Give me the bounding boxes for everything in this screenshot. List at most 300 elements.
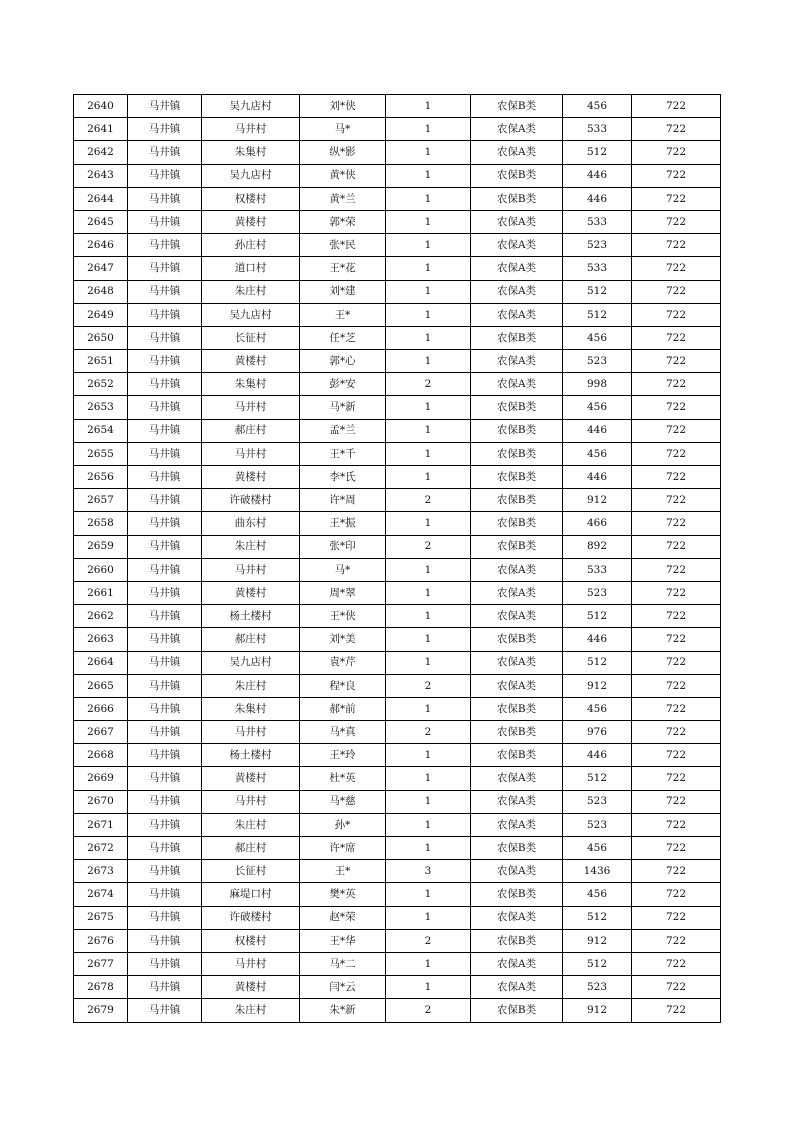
cell-amount: 523 [563,234,632,257]
cell-standard: 722 [632,164,721,187]
cell-category: 农保A类 [471,674,563,697]
table-row [74,419,721,442]
cell-village: 黄楼村 [202,976,300,999]
cell-record-number: 2653 [74,396,128,419]
cell-village: 朱集村 [202,141,300,164]
cell-name: 刘*建 [300,280,386,303]
cell-household-count: 3 [386,860,471,883]
cell-household-count: 1 [386,95,471,118]
cell-household-count: 1 [386,280,471,303]
cell-name: 孟*兰 [300,419,386,442]
cell-record-number: 2671 [74,813,128,836]
table-row [74,605,721,628]
cell-town: 马井镇 [128,118,202,141]
cell-name: 杜*英 [300,767,386,790]
cell-village: 朱集村 [202,373,300,396]
cell-category: 农保A类 [471,118,563,141]
cell-standard: 722 [632,95,721,118]
cell-amount: 456 [563,396,632,419]
records-table [73,94,721,1023]
cell-village: 郝庄村 [202,628,300,651]
cell-name: 马* [300,118,386,141]
cell-standard: 722 [632,697,721,720]
cell-standard: 722 [632,303,721,326]
cell-household-count: 2 [386,535,471,558]
cell-household-count: 2 [386,929,471,952]
cell-standard: 722 [632,442,721,465]
table-row [74,860,721,883]
cell-record-number: 2652 [74,373,128,396]
cell-record-number: 2644 [74,187,128,210]
cell-standard: 722 [632,605,721,628]
table-row [74,118,721,141]
cell-household-count: 1 [386,697,471,720]
cell-category: 农保B类 [471,489,563,512]
table-row [74,906,721,929]
cell-town: 马井镇 [128,651,202,674]
cell-standard: 722 [632,257,721,280]
cell-name: 朱*新 [300,999,386,1022]
cell-town: 马井镇 [128,744,202,767]
cell-amount: 523 [563,581,632,604]
table-row [74,929,721,952]
cell-household-count: 1 [386,790,471,813]
cell-category: 农保B类 [471,442,563,465]
cell-category: 农保A类 [471,813,563,836]
cell-category: 农保A类 [471,350,563,373]
cell-amount: 456 [563,442,632,465]
cell-amount: 446 [563,628,632,651]
cell-household-count: 1 [386,118,471,141]
cell-record-number: 2673 [74,860,128,883]
cell-village: 长征村 [202,326,300,349]
cell-village: 权楼村 [202,187,300,210]
cell-category: 农保A类 [471,141,563,164]
cell-record-number: 2640 [74,95,128,118]
cell-town: 马井镇 [128,350,202,373]
table-row [74,697,721,720]
cell-record-number: 2657 [74,489,128,512]
cell-village: 郝庄村 [202,419,300,442]
cell-amount: 446 [563,466,632,489]
cell-name: 王*花 [300,257,386,280]
cell-town: 马井镇 [128,210,202,233]
table-row [74,373,721,396]
cell-category: 农保A类 [471,651,563,674]
cell-town: 马井镇 [128,257,202,280]
cell-town: 马井镇 [128,860,202,883]
cell-household-count: 1 [386,581,471,604]
cell-name: 赵*荣 [300,906,386,929]
cell-amount: 892 [563,535,632,558]
cell-village: 吴九店村 [202,651,300,674]
cell-household-count: 1 [386,628,471,651]
cell-standard: 722 [632,581,721,604]
cell-standard: 722 [632,674,721,697]
cell-record-number: 2677 [74,952,128,975]
cell-name: 王*玲 [300,744,386,767]
cell-town: 马井镇 [128,141,202,164]
cell-standard: 722 [632,906,721,929]
cell-record-number: 2648 [74,280,128,303]
cell-name: 马*新 [300,396,386,419]
table-row [74,326,721,349]
table-row [74,883,721,906]
cell-record-number: 2655 [74,442,128,465]
cell-household-count: 1 [386,837,471,860]
cell-standard: 722 [632,280,721,303]
cell-category: 农保A类 [471,210,563,233]
cell-town: 马井镇 [128,419,202,442]
cell-village: 朱庄村 [202,280,300,303]
cell-town: 马井镇 [128,373,202,396]
cell-village: 吴九店村 [202,95,300,118]
cell-category: 农保B类 [471,466,563,489]
cell-town: 马井镇 [128,326,202,349]
cell-standard: 722 [632,651,721,674]
cell-category: 农保B类 [471,929,563,952]
cell-standard: 722 [632,396,721,419]
cell-record-number: 2663 [74,628,128,651]
table-row [74,466,721,489]
cell-village: 黄楼村 [202,466,300,489]
cell-amount: 523 [563,350,632,373]
cell-name: 马*二 [300,952,386,975]
cell-name: 闫*云 [300,976,386,999]
cell-category: 农保B类 [471,999,563,1022]
cell-name: 许*周 [300,489,386,512]
cell-category: 农保A类 [471,257,563,280]
cell-record-number: 2656 [74,466,128,489]
cell-town: 马井镇 [128,442,202,465]
cell-standard: 722 [632,350,721,373]
cell-village: 朱庄村 [202,999,300,1022]
cell-amount: 446 [563,187,632,210]
cell-category: 农保B类 [471,419,563,442]
table-row [74,628,721,651]
cell-name: 刘*美 [300,628,386,651]
cell-record-number: 2662 [74,605,128,628]
cell-record-number: 2664 [74,651,128,674]
cell-name: 黄*侠 [300,164,386,187]
cell-record-number: 2669 [74,767,128,790]
cell-category: 农保B类 [471,95,563,118]
cell-standard: 722 [632,210,721,233]
cell-village: 马井村 [202,558,300,581]
cell-town: 马井镇 [128,558,202,581]
cell-name: 刘*侠 [300,95,386,118]
cell-village: 马井村 [202,442,300,465]
cell-record-number: 2667 [74,721,128,744]
cell-category: 农保A类 [471,373,563,396]
table-row [74,512,721,535]
cell-record-number: 2659 [74,535,128,558]
cell-town: 马井镇 [128,883,202,906]
cell-amount: 533 [563,257,632,280]
cell-record-number: 2660 [74,558,128,581]
cell-household-count: 1 [386,883,471,906]
cell-household-count: 1 [386,558,471,581]
cell-name: 王*华 [300,929,386,952]
cell-category: 农保B类 [471,535,563,558]
cell-household-count: 1 [386,442,471,465]
cell-standard: 722 [632,767,721,790]
cell-record-number: 2666 [74,697,128,720]
cell-standard: 722 [632,929,721,952]
cell-record-number: 2668 [74,744,128,767]
cell-standard: 722 [632,744,721,767]
cell-category: 农保B类 [471,837,563,860]
cell-amount: 456 [563,697,632,720]
cell-village: 吴九店村 [202,303,300,326]
cell-record-number: 2650 [74,326,128,349]
cell-amount: 998 [563,373,632,396]
cell-amount: 1436 [563,860,632,883]
cell-category: 农保B类 [471,697,563,720]
table-row [74,581,721,604]
cell-household-count: 1 [386,605,471,628]
table-row [74,813,721,836]
cell-name: 程*良 [300,674,386,697]
cell-household-count: 1 [386,767,471,790]
cell-household-count: 2 [386,489,471,512]
cell-standard: 722 [632,535,721,558]
cell-category: 农保B类 [471,164,563,187]
cell-town: 马井镇 [128,605,202,628]
cell-household-count: 1 [386,512,471,535]
cell-household-count: 1 [386,952,471,975]
table-row [74,535,721,558]
cell-household-count: 2 [386,373,471,396]
cell-category: 农保A类 [471,234,563,257]
cell-standard: 722 [632,419,721,442]
cell-name: 彭*安 [300,373,386,396]
cell-name: 任*芝 [300,326,386,349]
cell-record-number: 2651 [74,350,128,373]
cell-record-number: 2649 [74,303,128,326]
cell-name: 许*席 [300,837,386,860]
cell-amount: 456 [563,837,632,860]
table-row [74,744,721,767]
cell-village: 黄楼村 [202,350,300,373]
cell-town: 马井镇 [128,581,202,604]
cell-category: 农保A类 [471,952,563,975]
cell-standard: 722 [632,999,721,1022]
cell-village: 杨土楼村 [202,744,300,767]
cell-record-number: 2675 [74,906,128,929]
table-row [74,721,721,744]
cell-household-count: 1 [386,164,471,187]
cell-village: 曲东村 [202,512,300,535]
cell-name: 袁*芹 [300,651,386,674]
cell-household-count: 1 [386,187,471,210]
cell-town: 马井镇 [128,164,202,187]
cell-household-count: 1 [386,976,471,999]
cell-amount: 912 [563,489,632,512]
table-row [74,790,721,813]
cell-category: 农保A类 [471,906,563,929]
cell-category: 农保B类 [471,628,563,651]
cell-name: 马*真 [300,721,386,744]
table-row [74,141,721,164]
cell-name: 郝*前 [300,697,386,720]
cell-town: 马井镇 [128,976,202,999]
cell-village: 道口村 [202,257,300,280]
cell-name: 张*印 [300,535,386,558]
cell-village: 权楼村 [202,929,300,952]
cell-village: 马井村 [202,396,300,419]
cell-standard: 722 [632,234,721,257]
cell-name: 王*侠 [300,605,386,628]
cell-category: 农保B类 [471,883,563,906]
cell-town: 马井镇 [128,721,202,744]
table-row [74,280,721,303]
cell-name: 郭*心 [300,350,386,373]
cell-town: 马井镇 [128,929,202,952]
cell-name: 张*民 [300,234,386,257]
cell-amount: 512 [563,906,632,929]
cell-household-count: 2 [386,721,471,744]
cell-town: 马井镇 [128,234,202,257]
cell-town: 马井镇 [128,767,202,790]
cell-record-number: 2674 [74,883,128,906]
cell-name: 王* [300,303,386,326]
cell-record-number: 2661 [74,581,128,604]
cell-record-number: 2642 [74,141,128,164]
cell-standard: 722 [632,141,721,164]
table-row [74,442,721,465]
cell-village: 马井村 [202,790,300,813]
cell-village: 朱集村 [202,697,300,720]
cell-category: 农保B类 [471,512,563,535]
cell-household-count: 1 [386,257,471,280]
cell-record-number: 2678 [74,976,128,999]
cell-amount: 912 [563,999,632,1022]
cell-amount: 512 [563,651,632,674]
cell-village: 马井村 [202,721,300,744]
cell-town: 马井镇 [128,790,202,813]
cell-amount: 523 [563,790,632,813]
cell-village: 长征村 [202,860,300,883]
cell-category: 农保A类 [471,790,563,813]
cell-record-number: 2670 [74,790,128,813]
cell-household-count: 1 [386,813,471,836]
cell-name: 李*氏 [300,466,386,489]
cell-amount: 456 [563,326,632,349]
cell-amount: 446 [563,744,632,767]
cell-category: 农保B类 [471,326,563,349]
cell-household-count: 1 [386,419,471,442]
table-row [74,164,721,187]
cell-category: 农保B类 [471,187,563,210]
cell-town: 马井镇 [128,697,202,720]
cell-town: 马井镇 [128,396,202,419]
cell-amount: 512 [563,280,632,303]
cell-standard: 722 [632,813,721,836]
cell-household-count: 1 [386,906,471,929]
cell-town: 马井镇 [128,489,202,512]
cell-category: 农保A类 [471,558,563,581]
cell-name: 王*振 [300,512,386,535]
cell-standard: 722 [632,790,721,813]
cell-standard: 722 [632,489,721,512]
table-row [74,303,721,326]
cell-town: 马井镇 [128,95,202,118]
cell-record-number: 2658 [74,512,128,535]
table-body [74,95,721,1023]
cell-name: 马* [300,558,386,581]
cell-amount: 533 [563,210,632,233]
cell-town: 马井镇 [128,303,202,326]
cell-household-count: 1 [386,141,471,164]
cell-standard: 722 [632,187,721,210]
cell-village: 郝庄村 [202,837,300,860]
table-row [74,976,721,999]
cell-standard: 722 [632,326,721,349]
cell-amount: 456 [563,95,632,118]
cell-village: 马井村 [202,118,300,141]
cell-household-count: 1 [386,234,471,257]
cell-record-number: 2646 [74,234,128,257]
cell-town: 马井镇 [128,952,202,975]
cell-category: 农保A类 [471,976,563,999]
cell-household-count: 2 [386,674,471,697]
cell-town: 马井镇 [128,813,202,836]
cell-household-count: 1 [386,396,471,419]
cell-amount: 512 [563,303,632,326]
table-row [74,489,721,512]
cell-category: 农保B类 [471,721,563,744]
cell-town: 马井镇 [128,466,202,489]
cell-town: 马井镇 [128,187,202,210]
cell-category: 农保A类 [471,581,563,604]
cell-name: 郭*荣 [300,210,386,233]
cell-amount: 976 [563,721,632,744]
table-row [74,558,721,581]
cell-standard: 722 [632,118,721,141]
cell-town: 马井镇 [128,512,202,535]
cell-town: 马井镇 [128,535,202,558]
cell-category: 农保A类 [471,605,563,628]
cell-record-number: 2665 [74,674,128,697]
cell-village: 黄楼村 [202,210,300,233]
cell-village: 马井村 [202,952,300,975]
cell-town: 马井镇 [128,999,202,1022]
cell-standard: 722 [632,721,721,744]
cell-name: 王* [300,860,386,883]
cell-standard: 722 [632,976,721,999]
cell-village: 黄楼村 [202,767,300,790]
table-row [74,95,721,118]
cell-village: 许破楼村 [202,489,300,512]
cell-standard: 722 [632,466,721,489]
cell-household-count: 1 [386,210,471,233]
cell-amount: 456 [563,883,632,906]
cell-standard: 722 [632,373,721,396]
cell-town: 马井镇 [128,628,202,651]
cell-town: 马井镇 [128,674,202,697]
cell-amount: 912 [563,674,632,697]
cell-record-number: 2645 [74,210,128,233]
cell-amount: 912 [563,929,632,952]
cell-amount: 446 [563,164,632,187]
cell-household-count: 1 [386,326,471,349]
table-row [74,350,721,373]
cell-amount: 512 [563,605,632,628]
cell-town: 马井镇 [128,837,202,860]
table-row [74,952,721,975]
cell-village: 孙庄村 [202,234,300,257]
